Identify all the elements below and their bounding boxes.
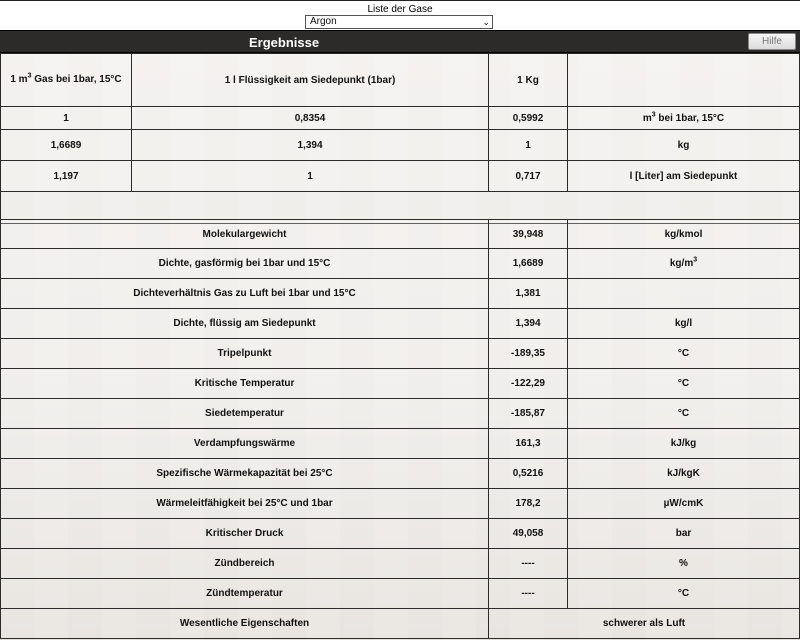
property-unit: °C	[568, 369, 800, 399]
conversion-row	[1, 130, 800, 161]
property-value: 161,3	[489, 429, 568, 459]
property-row	[1, 519, 800, 549]
property-label: Dichte, flüssig am Siedepunkt	[1, 309, 489, 339]
property-label: Kritischer Druck	[1, 519, 489, 549]
property-label: Dichte, gasförmig bei 1bar und 15°C	[1, 249, 489, 279]
property-value: 1,381	[489, 279, 568, 309]
property-row	[1, 399, 800, 429]
property-unit: °C	[568, 579, 800, 609]
conversion-row	[1, 161, 800, 192]
property-row	[1, 309, 800, 339]
conversion-header-row	[1, 54, 800, 107]
property-row	[1, 549, 800, 579]
col-header-liquid: 1 l Flüssigkeit am Siedepunkt (1bar)	[132, 54, 489, 107]
property-label: Zündtemperatur	[1, 579, 489, 609]
property-label: Siedetemperatur	[1, 399, 489, 429]
property-label: Wesentliche Eigenschaften	[1, 609, 489, 639]
results-title: Ergebnisse	[249, 35, 320, 50]
cell: 0,5992	[489, 107, 568, 130]
unit-cell: l [Liter] am Siedepunkt	[568, 161, 800, 192]
property-value: 49,058	[489, 519, 568, 549]
property-unit: µW/cmK	[568, 489, 800, 519]
gas-select-value: Argon	[310, 16, 337, 27]
property-value: -189,35	[489, 339, 568, 369]
property-value: ----	[489, 579, 568, 609]
property-unit: kJ/kgK	[568, 459, 800, 489]
property-row	[1, 249, 800, 279]
property-unit: bar	[568, 519, 800, 549]
property-unit: $kg/m^3$	[568, 249, 800, 279]
property-unit: schwerer als Luft	[489, 609, 800, 639]
property-unit: kJ/kg	[568, 429, 800, 459]
property-row	[1, 429, 800, 459]
property-row	[1, 220, 800, 249]
property-value: -185,87	[489, 399, 568, 429]
conversion-table	[0, 53, 800, 224]
property-label: Verdampfungswärme	[1, 429, 489, 459]
property-unit: %	[568, 549, 800, 579]
property-label: Spezifische Wärmekapazität bei 25°C	[1, 459, 489, 489]
cell: 1	[1, 107, 132, 130]
property-label: Zündbereich	[1, 549, 489, 579]
property-value: 1,6689	[489, 249, 568, 279]
property-row	[1, 339, 800, 369]
property-value: 178,2	[489, 489, 568, 519]
property-row	[1, 609, 800, 639]
cell: 1	[132, 161, 489, 192]
property-label: Molekulargewicht	[1, 220, 489, 249]
property-value: 0,5216	[489, 459, 568, 489]
property-label: Wärmeleitfähigkeit bei 25°C und 1bar	[1, 489, 489, 519]
cell: 1,6689	[1, 130, 132, 161]
property-label: Kritische Temperatur	[1, 369, 489, 399]
property-label: Dichteverhältnis Gas zu Luft bei 1bar und 15°C	[1, 279, 489, 309]
results-header	[0, 30, 800, 53]
cell: 0,8354	[132, 107, 489, 130]
property-label: Tripelpunkt	[1, 339, 489, 369]
property-row	[1, 579, 800, 609]
cell: 1	[489, 130, 568, 161]
cell: 1,394	[132, 130, 489, 161]
property-row	[1, 369, 800, 399]
gas-select-dropdown[interactable]	[305, 15, 493, 29]
col-header-empty	[568, 54, 800, 107]
unit-cell: $m^3$ bei 1bar, 15°C	[568, 107, 800, 130]
property-value: 1,394	[489, 309, 568, 339]
gas-list-title: Liste der Gase	[367, 4, 433, 15]
property-unit: °C	[568, 339, 800, 369]
property-row	[1, 489, 800, 519]
unit-cell: kg	[568, 130, 800, 161]
property-value: -122,29	[489, 369, 568, 399]
chevron-down-icon: ⌄	[482, 17, 490, 27]
gas-selector-bar	[0, 0, 800, 31]
help-button[interactable]: Hilfe	[748, 33, 796, 50]
property-value: ----	[489, 549, 568, 579]
col-header-kg: 1 Kg	[489, 54, 568, 107]
property-unit	[568, 279, 800, 309]
property-value: 39,948	[489, 220, 568, 249]
col-header-gas: 1 $m^3$ Gas bei 1bar, 15°C	[1, 54, 132, 107]
properties-table	[0, 219, 800, 639]
property-unit: kg/kmol	[568, 220, 800, 249]
conversion-row	[1, 107, 800, 130]
property-unit: °C	[568, 399, 800, 429]
property-row	[1, 459, 800, 489]
property-unit: kg/l	[568, 309, 800, 339]
property-row	[1, 279, 800, 309]
cell: 1,197	[1, 161, 132, 192]
cell: 0,717	[489, 161, 568, 192]
